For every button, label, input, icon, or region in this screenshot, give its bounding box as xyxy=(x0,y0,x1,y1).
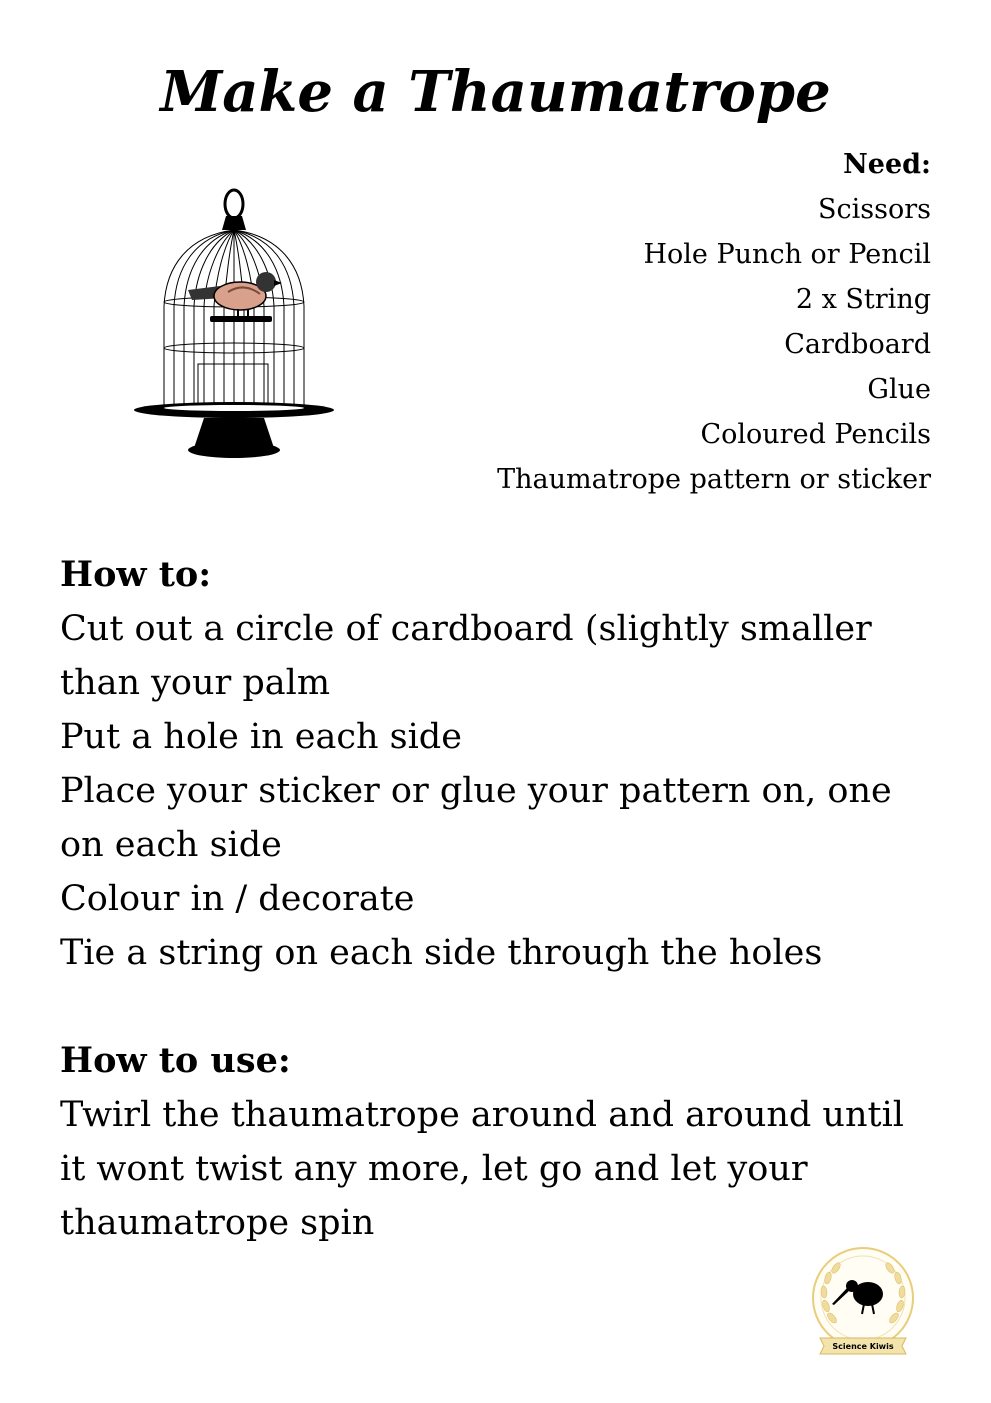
usage-line: Twirl the thaumatrope around and around until xyxy=(60,1095,904,1135)
need-item: Glue xyxy=(867,374,931,405)
how-to-heading: How to: xyxy=(60,554,212,595)
instruction-line: Put a hole in each side xyxy=(60,717,462,757)
instruction-line: Colour in / decorate xyxy=(60,879,415,919)
bird-icon xyxy=(188,272,282,317)
need-item: Scissors xyxy=(818,194,931,225)
usage-line: it wont twist any more, let go and let your xyxy=(60,1149,808,1189)
need-item: Cardboard xyxy=(784,329,931,360)
need-item: Thaumatrope pattern or sticker xyxy=(497,464,931,495)
science-kiwis-logo xyxy=(806,1246,920,1360)
instruction-line: Place your sticker or glue your pattern on, one xyxy=(60,771,892,811)
how-to-section xyxy=(60,548,940,980)
how-to-use-heading: How to use: xyxy=(60,1040,291,1081)
need-item: 2 x String xyxy=(795,284,931,315)
need-item: Hole Punch or Pencil xyxy=(643,239,931,270)
instruction-line: Cut out a circle of cardboard (slightly smaller xyxy=(60,609,872,649)
instruction-line: Tie a string on each side through the holes xyxy=(60,933,823,973)
instruction-line: than your palm xyxy=(60,663,331,703)
birdcage-icon xyxy=(128,186,338,462)
usage-line: thaumatrope spin xyxy=(60,1203,375,1243)
svg-text:Science Kiwis: Science Kiwis xyxy=(832,1342,894,1351)
materials-list xyxy=(497,142,931,502)
instruction-line: on each side xyxy=(60,825,282,865)
need-heading: Need: xyxy=(843,149,931,180)
how-to-use-section xyxy=(60,1034,940,1250)
need-item: Coloured Pencils xyxy=(700,419,931,450)
page-title: Make a Thaumatrope xyxy=(160,59,831,125)
